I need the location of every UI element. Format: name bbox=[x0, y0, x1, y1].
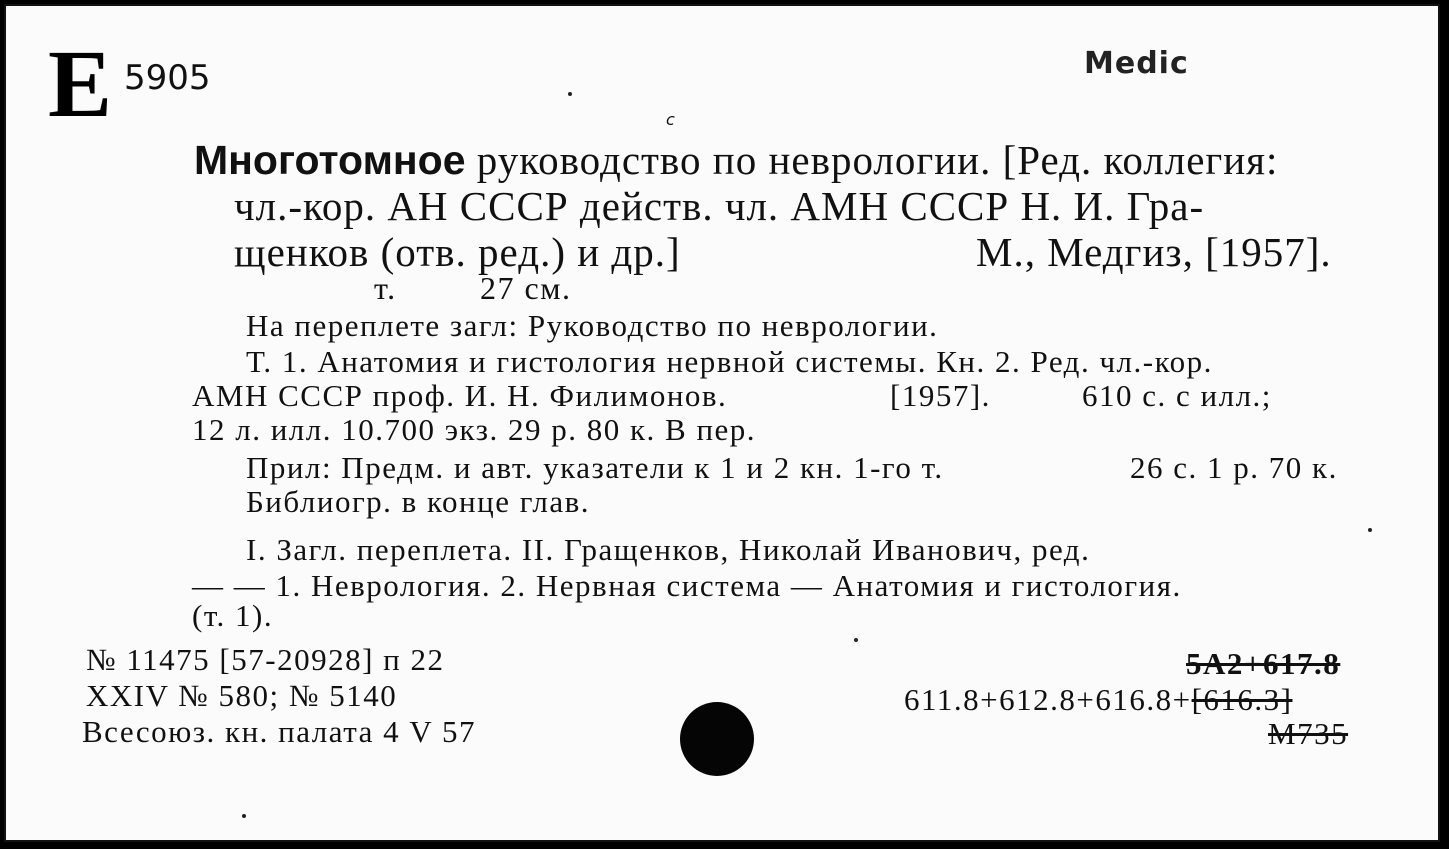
volume-line-3: 12 л. илл. 10.700 экз. 29 р. 80 к. В пер. bbox=[192, 412, 757, 447]
appendix-price: 26 с. 1 р. 70 к. bbox=[1130, 450, 1338, 485]
title-bold-word: Многотомное bbox=[194, 137, 466, 183]
title-line-1 bbox=[194, 137, 1279, 183]
library-stamp: Medic bbox=[1084, 46, 1189, 81]
card-number: № 11475 [57-20928] п 22 bbox=[86, 642, 445, 677]
tracing-line-3: (т. 1). bbox=[192, 598, 274, 633]
catalog-card bbox=[4, 4, 1440, 842]
ink-speck bbox=[568, 92, 572, 96]
udc-numbers: 611.8+612.8+616.8+ bbox=[904, 682, 1192, 717]
call-number: 5905 bbox=[124, 58, 211, 98]
udc-classification bbox=[904, 684, 1292, 715]
struck-author-mark: М735 bbox=[1268, 716, 1349, 751]
imprint: М., Медгиз, [1957]. bbox=[976, 229, 1332, 275]
struck-udc: [616.3] bbox=[1191, 682, 1293, 717]
bibliography-note: Библиогр. в конце глав. bbox=[246, 484, 590, 519]
title-line-1-rest: руководство по неврологии. [Ред. коллегия: bbox=[476, 137, 1279, 183]
tracing-line-2: — — 1. Неврология. 2. Нервная система — Анатомия и гистология. bbox=[192, 568, 1182, 603]
chamber-imprint: Всесоюз. кн. палата 4 V 57 bbox=[82, 714, 476, 749]
ink-speck bbox=[854, 638, 858, 642]
pagination: 610 с. с илл.; bbox=[1082, 378, 1272, 413]
ink-blot bbox=[680, 702, 754, 776]
pencil-mark: c bbox=[666, 110, 675, 129]
binding-title-note: На переплете загл: Руководство по неврологии. bbox=[246, 308, 939, 343]
section-letter: Е bbox=[48, 30, 113, 137]
ink-speck bbox=[1368, 528, 1372, 532]
title-line-2: чл.-кор. АН СССР действ. чл. АМН СССР Н. И. Гра- bbox=[234, 183, 1205, 229]
volume-year: [1957]. bbox=[890, 378, 991, 413]
ink-speck bbox=[242, 814, 246, 818]
title-line-3-left: щенков (отв. ред.) и др.] bbox=[234, 229, 681, 275]
volume-line-1: Т. 1. Анатомия и гистология нервной системы. Кн. 2. Ред. чл.-кор. bbox=[246, 344, 1213, 379]
appendix-note: Прил: Предм. и авт. указатели к 1 и 2 кн. 1-го т. bbox=[246, 450, 944, 485]
struck-classification: 5А2+617.8 bbox=[1186, 646, 1341, 681]
volume-line-2: АМН СССР проф. И. Н. Филимонов. bbox=[192, 378, 728, 413]
volumes-mark: т. bbox=[374, 270, 397, 306]
size: 27 см. bbox=[480, 270, 572, 306]
series-number: XXIV № 580; № 5140 bbox=[86, 678, 398, 713]
tracing-line-1: I. Загл. переплета. II. Гращенков, Николай Иванович, ред. bbox=[246, 532, 1091, 567]
